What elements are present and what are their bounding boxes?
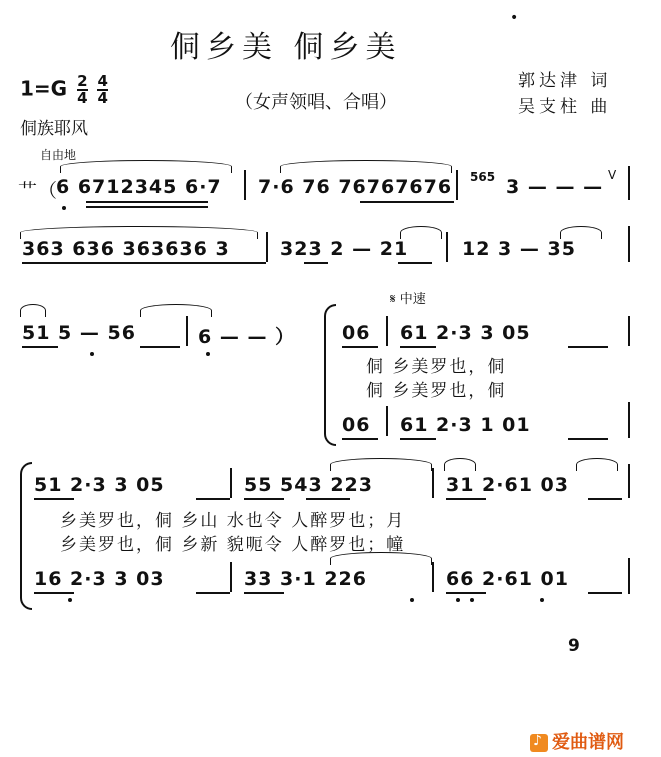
slur: [60, 160, 232, 173]
underline-beam: [304, 262, 328, 264]
page-number: 9: [568, 636, 580, 656]
barline: [386, 406, 388, 436]
system4-solo-m3: 31 2·61 03: [446, 474, 569, 496]
barline: [230, 468, 232, 498]
slur: [140, 304, 212, 317]
barline: [456, 170, 458, 200]
underline-beam: [34, 592, 74, 594]
slur: [330, 458, 432, 471]
underline-beam: [306, 498, 350, 500]
low-octave-dot: [206, 352, 210, 356]
barline: [628, 558, 630, 594]
barline: [628, 226, 630, 262]
underline-beam: [244, 592, 284, 594]
system1-prefix: 艹（: [18, 180, 59, 202]
style-note: 侗族耶风: [20, 119, 88, 139]
system-brace: [324, 304, 336, 446]
underline-beam: [140, 346, 180, 348]
underline-beam: [342, 438, 378, 440]
low-octave-dot: [456, 598, 460, 602]
tempo-marking: 自由地: [40, 148, 77, 162]
slur: [400, 226, 442, 239]
underline-beam: [22, 346, 58, 348]
system1-notes-a: 6 6712345 6·7: [56, 176, 222, 198]
solo-notes: 61 2·3 3 05: [400, 322, 531, 344]
solo-pickup: 06: [342, 322, 371, 344]
corner-dot: •: [510, 10, 519, 26]
system4-solo-m1: 51 2·3 3 05: [34, 474, 165, 496]
lyricist-credit: 郭达津 词: [518, 71, 612, 91]
system4-solo-m2: 55 543 223: [244, 474, 373, 496]
low-octave-dot: [470, 598, 474, 602]
barline: [432, 468, 434, 498]
system2-measure3: 12 3 — 35: [462, 238, 576, 260]
subtitle: （女声领唱、合唱）: [235, 92, 397, 113]
barline: [628, 166, 630, 200]
time-signature-b: $\frac{4}{4}$: [97, 72, 108, 107]
barline: [230, 562, 232, 592]
barline: [628, 402, 630, 438]
choir-pickup: 06: [342, 414, 371, 436]
page-title: 侗乡美 侗乡美: [170, 30, 402, 65]
slur: [576, 458, 618, 471]
intro-notes-b: 6 — — ）: [198, 326, 296, 348]
underline-beam: [398, 262, 432, 264]
barline: [266, 232, 268, 262]
system1-notes-c: 3 — — —: [506, 176, 604, 198]
underline-beam: [568, 346, 608, 348]
music-note-icon: [530, 734, 548, 752]
system-brace: [20, 462, 32, 610]
system2-measure2: 323 2 — 21: [280, 238, 409, 260]
underline-beam: [86, 201, 208, 203]
lyric-line-1: 侗 乡美罗也，侗: [366, 357, 507, 377]
time-signature-a: $\frac{2}{4}$: [77, 72, 88, 107]
barline: [628, 316, 630, 346]
barline: [446, 232, 448, 262]
underline-beam: [342, 346, 378, 348]
slur: [20, 304, 46, 317]
slur: [560, 226, 602, 239]
intro-notes-a: 51 5 — 56: [22, 322, 136, 344]
underline-beam: [196, 498, 230, 500]
barline: [386, 316, 388, 346]
slur: [280, 160, 452, 173]
lyric-line-2: 侗 乡美罗也，侗: [366, 381, 507, 401]
key-signature: [20, 74, 108, 106]
low-octave-dot: [90, 352, 94, 356]
low-octave-dot: [62, 206, 66, 210]
slur: [20, 226, 258, 239]
barline: [244, 170, 246, 200]
underline-beam: [86, 206, 208, 208]
system4-choir-m3: 66 2·61 01: [446, 568, 569, 590]
system1-notes-b: 7·6 76 76767676: [258, 176, 453, 198]
breath-mark: V: [608, 168, 617, 182]
underline-beam: [588, 498, 622, 500]
lyric-line-2: 乡美罗也，侗 乡新 貌呃令 人醉罗也；幢: [60, 535, 406, 555]
grace-notes: 565: [470, 170, 496, 184]
lyric-line-1: 乡美罗也，侗 乡山 水也令 人醉罗也；月: [60, 511, 406, 531]
barline: [628, 464, 630, 498]
site-logo: [530, 728, 624, 754]
low-octave-dot: [540, 598, 544, 602]
choir-notes: 61 2·3 1 01: [400, 414, 531, 436]
slur: [444, 458, 476, 471]
barline: [186, 316, 188, 346]
underline-beam: [446, 498, 486, 500]
underline-beam: [400, 346, 436, 348]
system4-choir-m1: 16 2·3 3 03: [34, 568, 165, 590]
underline-beam: [400, 438, 436, 440]
underline-beam: [244, 498, 284, 500]
system2-measure1: 363 636 363636 3: [22, 238, 230, 260]
underline-beam: [34, 498, 74, 500]
segno-tempo: 𝄋 中速: [390, 292, 426, 307]
barline: [432, 562, 434, 592]
underline-beam: [446, 592, 486, 594]
low-octave-dot: [410, 598, 414, 602]
underline-beam: [588, 592, 622, 594]
key-label: 1=G: [20, 76, 68, 101]
system4-choir-m2: 33 3·1 226: [244, 568, 367, 590]
logo-text: 爱曲谱网: [552, 732, 624, 753]
low-octave-dot: [68, 598, 72, 602]
underline-beam: [196, 592, 230, 594]
underline-beam: [360, 201, 454, 203]
underline-beam: [568, 438, 608, 440]
slur: [330, 552, 432, 565]
underline-beam: [22, 262, 266, 264]
composer-credit: 吴支柱 曲: [518, 97, 612, 117]
